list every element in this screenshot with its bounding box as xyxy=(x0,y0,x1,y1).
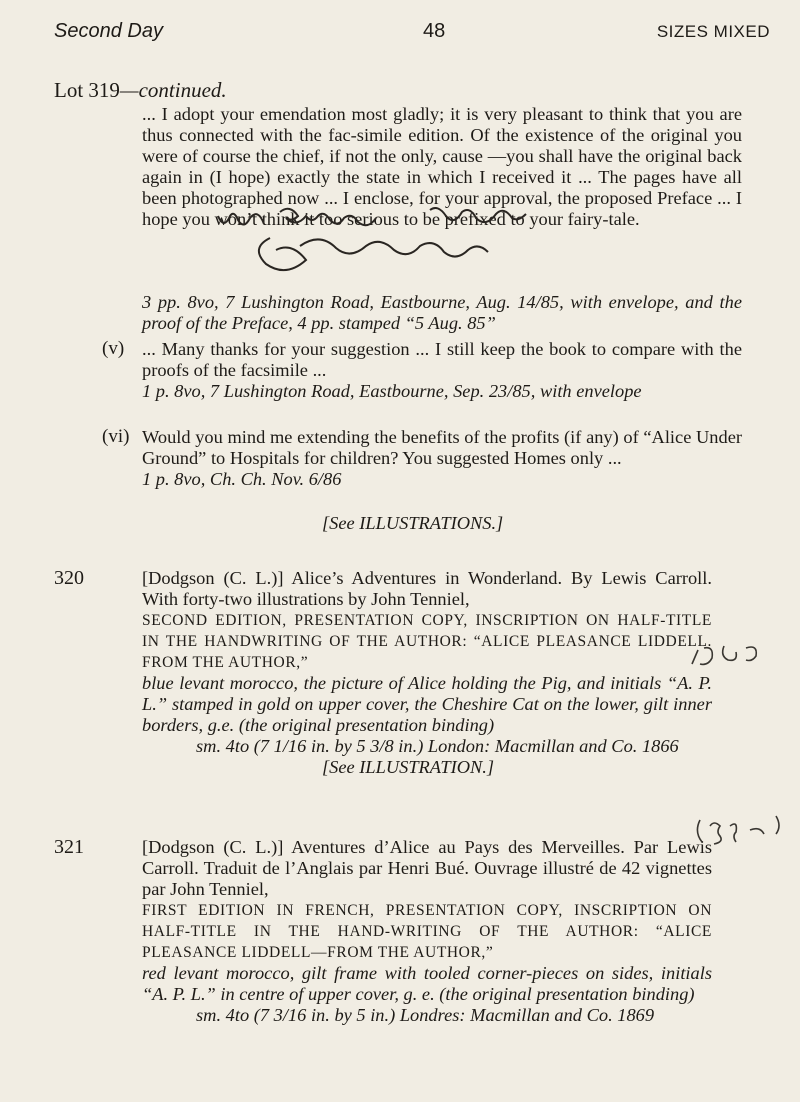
item-v-description: 1 p. 8vo, 7 Lushington Road, Eastbourne, Sep. 23/85, with envelope xyxy=(142,381,642,401)
lot-320-see: [See ILLUSTRATION.] xyxy=(322,757,494,777)
lot-321-number: 321 xyxy=(54,836,84,858)
lot-321-provenance: FIRST EDITION IN FRENCH, PRESENTATION COPY, INSCRIPTION ON HALF-TITLE IN THE HAND-WRITING OF THE AUTHOR: “ALICE PLEASANCE LIDDELL—FROM THE AUTHOR,” xyxy=(142,902,712,961)
lot-320-provenance: SECOND EDITION, PRESENTATION COPY, INSCRIPTION ON HALF-TITLE IN THE HANDWRITING OF THE AUTHOR: “ALICE PLEASANCE LIDDELL. FROM THE AUTHOR,” xyxy=(142,612,712,671)
item-v-number: (v) xyxy=(102,338,125,359)
header-section: SIZES MIXED xyxy=(656,22,770,41)
lot-319-description xyxy=(142,292,742,334)
lot-319-see xyxy=(142,513,800,534)
see-illustrations: [See ILLUSTRATIONS.] xyxy=(322,513,504,533)
lot-320-binding: blue levant morocco, the picture of Alice holding the Pig, and initials “A. P. L.” stamped in gold on upper cover, the Cheshire Cat on the lower, gilt inner borders, g.e. (the original presentation binding) xyxy=(142,673,712,735)
lot-320-entry xyxy=(142,568,712,778)
letter-description: 3 pp. 8vo, 7 Lushington Road, Eastbourne, Aug. 14/85, with envelope, and the proof of the Preface, 4 pp. stamped “5 Aug. 85” xyxy=(142,292,742,333)
page-header xyxy=(54,20,770,50)
lot-320-imprint: sm. 4to (7 1/16 in. by 5 3/8 in.) London: Macmillan and Co. 1866 xyxy=(196,736,679,756)
lot-320-title: [Dodgson (C. L.)] Alice’s Adventures in Wonderland. By Lewis Carroll. With forty-two illustrations by John Tenniel, xyxy=(142,568,712,609)
lot-319-continued: —continued. xyxy=(119,78,227,102)
item-vi-text: Would you mind me extending the benefits of the profits (if any) of “Alice Under Ground” to Hospitals for children? You suggested Homes only ... xyxy=(142,427,742,468)
lot-321-binding: red levant morocco, gilt frame with tooled corner-pieces on sides, initials “A. P. L.” in centre of upper cover, g. e. (the original presentation binding) xyxy=(142,963,712,1004)
page-number: 48 xyxy=(423,20,446,42)
item-v xyxy=(142,339,742,402)
item-vi-number: (vi) xyxy=(102,426,130,447)
lot-321-title: [Dodgson (C. L.)] Aventures d’Alice au Pays des Merveilles. Par Lewis Carroll. Traduit de l’Anglais par Henri Bué. Ouvrage illustré de 42 vignettes par John Tenniel, xyxy=(142,837,712,899)
lot-319-title: Lot 319 xyxy=(54,78,120,102)
letter-text: ... I adopt your emendation most gladly; it is very pleasant to think that you are thus connected with the fac-simile edition. Of the existence of the original you were of course the chief, if not the only, cause —you shall have the original back again in (I hope) exactly the state in which I received it ... The pages have all been photographed now ... I enclose, for your approval, the proposed Preface ... I hope you won’t think it too serious to be prefixed to your fairy-tale. xyxy=(142,104,742,229)
pencil-margin-notes xyxy=(690,640,800,900)
lot-321-imprint: sm. 4to (7 3/16 in. by 5 in.) Londres: Macmillan and Co. 1869 xyxy=(196,1005,655,1025)
lot-319-label xyxy=(54,78,227,103)
item-v-text: ... Many thanks for your suggestion ... I still keep the book to compare with the proofs of the facsimile ... xyxy=(142,339,742,380)
handwritten-signature xyxy=(210,198,640,288)
item-vi-description: 1 p. 8vo, Ch. Ch. Nov. 6/86 xyxy=(142,469,342,489)
header-day: Second Day xyxy=(54,20,163,42)
lot-320-number: 320 xyxy=(54,567,84,589)
item-vi xyxy=(142,427,742,490)
lot-321-entry xyxy=(142,837,712,1026)
